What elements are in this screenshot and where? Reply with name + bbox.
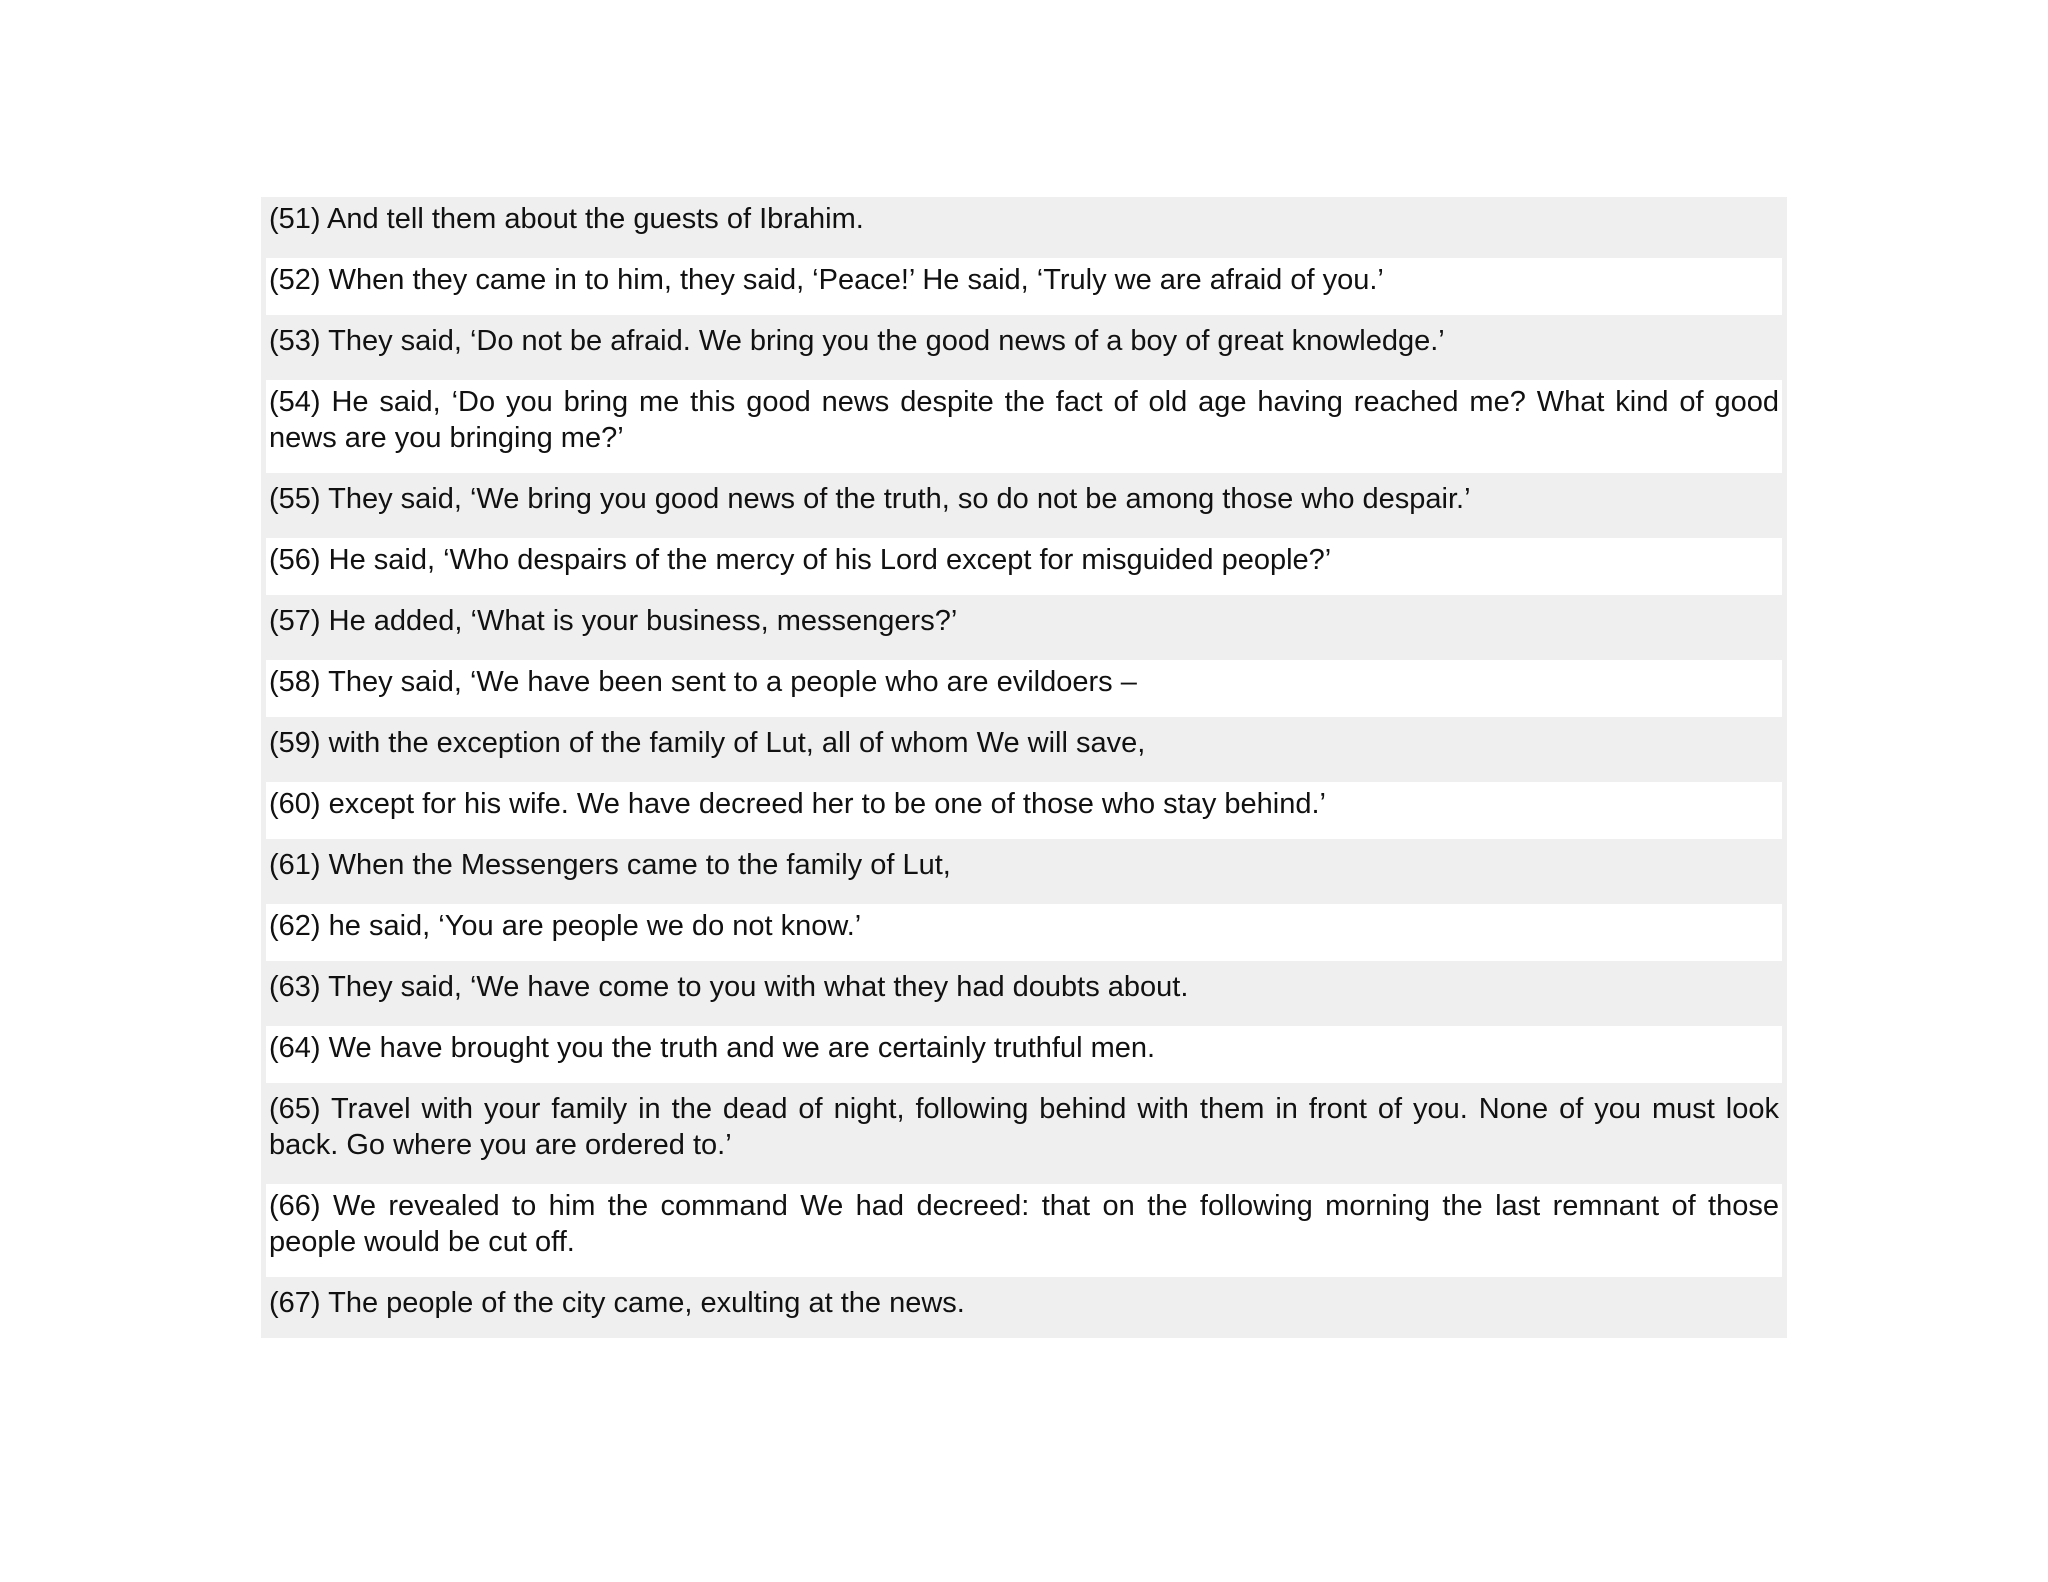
verse-row-61: (61) When the Messengers came to the family of Lut, [266, 843, 1782, 900]
verse-row-52: (52) When they came in to him, they said, ‘Peace!’ He said, ‘Truly we are afraid of you.’ [266, 258, 1782, 315]
verse-row-51: (51) And tell them about the guests of Ibrahim. [266, 197, 1782, 254]
verse-row-57: (57) He added, ‘What is your business, messengers?’ [266, 599, 1782, 656]
verse-row-62: (62) he said, ‘You are people we do not know.’ [266, 904, 1782, 961]
verse-row-60: (60) except for his wife. We have decreed her to be one of those who stay behind.’ [266, 782, 1782, 839]
verse-row-67: (67) The people of the city came, exulting at the news. [266, 1281, 1782, 1338]
verse-row-56: (56) He said, ‘Who despairs of the mercy of his Lord except for misguided people?’ [266, 538, 1782, 595]
verse-row-53: (53) They said, ‘Do not be afraid. We bring you the good news of a boy of great knowledge.’ [266, 319, 1782, 376]
verse-row-59: (59) with the exception of the family of Lut, all of whom We will save, [266, 721, 1782, 778]
verse-row-55: (55) They said, ‘We bring you good news of the truth, so do not be among those who despair.’ [266, 477, 1782, 534]
verse-table [261, 197, 1787, 1338]
verse-row-54: (54) He said, ‘Do you bring me this good news despite the fact of old age having reached me? What kind of good news are you bringing me?’ [266, 380, 1782, 473]
verse-row-64: (64) We have brought you the truth and we are certainly truthful men. [266, 1026, 1782, 1083]
verse-row-66: (66) We revealed to him the command We had decreed: that on the following morning the last remnant of those people would be cut off. [266, 1184, 1782, 1277]
verse-row-58: (58) They said, ‘We have been sent to a people who are evildoers – [266, 660, 1782, 717]
verse-row-63: (63) They said, ‘We have come to you with what they had doubts about. [266, 965, 1782, 1022]
verse-row-65: (65) Travel with your family in the dead of night, following behind with them in front of you. None of you must look back. Go where you are ordered to.’ [266, 1087, 1782, 1180]
